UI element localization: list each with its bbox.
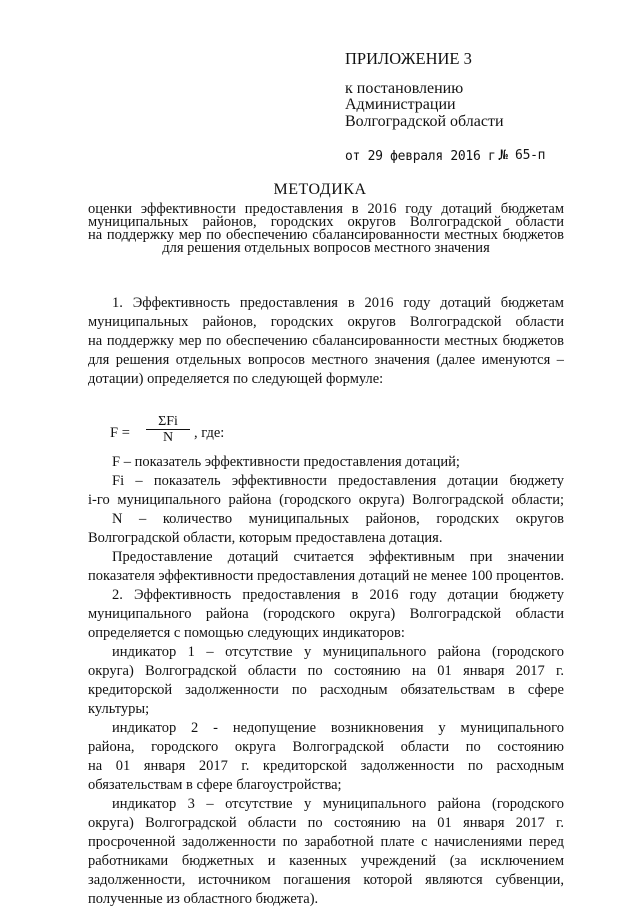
document-title: МЕТОДИКА <box>273 181 367 198</box>
text-line: N – количество муниципальных районов, городских округов <box>112 511 564 527</box>
text-line: района, городского округа Волгоградской области по состоянию <box>88 739 564 755</box>
text-line: задолженности, источником погашения которой являются субвенции, <box>88 872 564 888</box>
text-line: на поддержку мер по обеспечению сбалансированности местных бюджетов <box>88 333 564 349</box>
section-body <box>88 453 564 909</box>
appendix-title: ПРИЛОЖЕНИЕ 3 <box>345 49 472 68</box>
text-line: для решения отдельных вопросов местного значения (далее именуются – <box>88 352 564 368</box>
text-line: индикатор 1 – отсутствие у муниципального района (городского <box>112 644 564 660</box>
text-line: кредиторской задолженности по расходным обязательствам в сфере <box>88 682 564 698</box>
appendix-number: № 65-п <box>500 148 546 163</box>
text-line: на 01 января 2017 г. кредиторской задолженности по расходным <box>88 758 564 774</box>
text-line: дотации) определяется по следующей формуле: <box>88 371 384 387</box>
text-line: обязательствам в сфере благоустройства; <box>88 777 342 793</box>
text-line: муниципальных районов, городских округов Волгоградской области <box>88 314 564 330</box>
text-line: индикатор 3 – отсутствие у муниципального района (городского <box>112 796 564 812</box>
text-line: i-го муниципального района (городского округа) Волгоградской области; <box>88 492 564 508</box>
text-line: F – показатель эффективности предоставления дотаций; <box>112 454 460 470</box>
formula-rhs: , где: <box>194 425 225 441</box>
text-line: определяется с помощью следующих индикаторов: <box>88 625 405 641</box>
text-line: культуры; <box>88 701 150 717</box>
subtitle-line: на поддержку мер по обеспечению сбалансированности местных бюджетов <box>88 227 564 243</box>
appendix-line-2: Администрации <box>345 96 456 113</box>
text-line: Предоставление дотаций считается эффективным при значении <box>112 549 564 565</box>
subtitle-line: оценки эффективности предоставления в 2016 году дотаций бюджетам <box>88 201 564 217</box>
text-line: округа) Волгоградской области по состоянию на 01 января 2017 г. <box>88 663 564 679</box>
text-line: Волгоградской области, которым предоставлена дотация. <box>88 530 443 546</box>
formula-lhs: F = <box>110 425 130 441</box>
appendix-line-1: к постановлению <box>345 80 464 97</box>
text-line: показателя эффективности предоставления дотаций не менее 100 процентов. <box>88 568 564 584</box>
text-line: 1. Эффективность предоставления в 2016 году дотаций бюджетам <box>112 295 564 311</box>
section-1 <box>88 294 564 389</box>
text-line: муниципального района (городского округа) Волгоградской области <box>88 606 564 622</box>
text-line: просроченной задолженности по заработной плате с начислениями перед <box>88 834 564 850</box>
formula-fraction <box>146 414 190 445</box>
appendix-date: от 29 февраля 2016 г. <box>345 149 504 164</box>
appendix-line-3: Волгоградской области <box>345 113 504 130</box>
subtitle-line: для решения отдельных вопросов местного значения <box>162 240 490 256</box>
subtitle-line: муниципальных районов, городских округов Волгоградской области <box>88 214 564 230</box>
text-line: работниками бюджетных и казенных учреждений (за исключением <box>88 853 564 869</box>
text-line: 2. Эффективность предоставления в 2016 году дотации бюджету <box>112 587 564 603</box>
text-line: полученные из областного бюджета). <box>88 891 319 907</box>
formula-numerator: ΣFi <box>146 414 190 430</box>
document-subtitle <box>88 203 564 255</box>
text-line: Fi – показатель эффективности предоставления дотации бюджету <box>112 473 564 489</box>
formula-denominator: N <box>162 430 174 445</box>
text-line: индикатор 2 - недопущение возникновения у муниципального <box>112 720 564 736</box>
text-line: округа) Волгоградской области по состоянию на 01 января 2017 г. <box>88 815 564 831</box>
